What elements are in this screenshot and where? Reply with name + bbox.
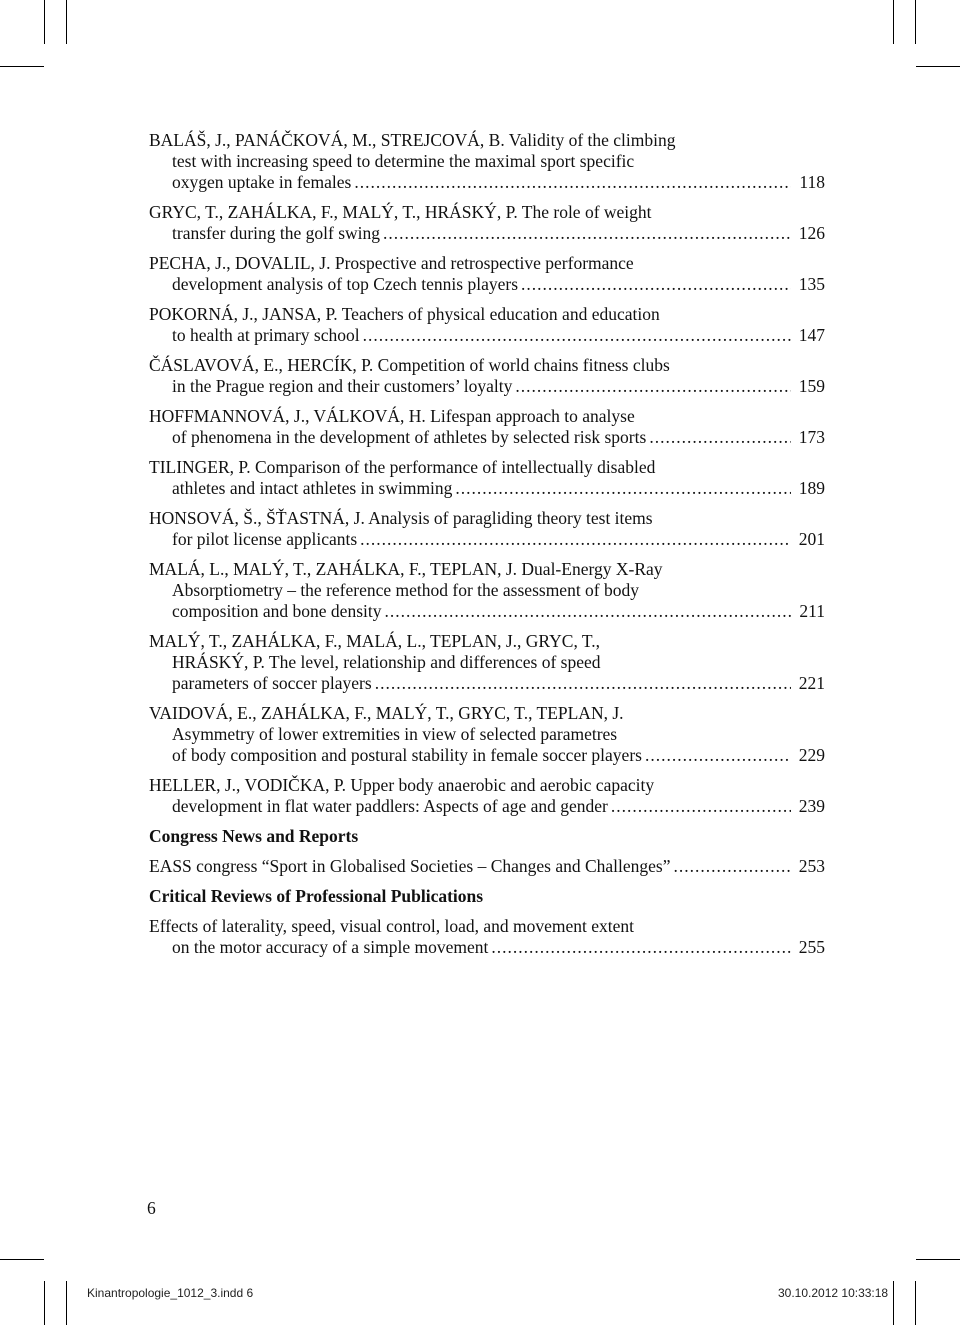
- toc-entry: [149, 457, 825, 499]
- toc-entry-line: Effects of laterality, speed, visual control, load, and movement extent: [149, 916, 634, 936]
- toc-entry: [149, 508, 825, 550]
- section-heading-reviews: Critical Reviews of Professional Publications: [149, 886, 484, 906]
- dot-leader: [645, 745, 791, 766]
- toc-entry-line: MALÁ, L., MALÝ, T., ZAHÁLKA, F., TEPLAN, J. Dual-Energy X-Ray: [149, 559, 663, 579]
- toc-page-number: 229: [798, 745, 825, 765]
- toc-entry-line: BALÁŠ, J., PANÁČKOVÁ, M., STREJCOVÁ, B. Validity of the climbing: [149, 130, 676, 150]
- toc-page-number: 239: [798, 796, 825, 816]
- toc-page-number: 211: [799, 601, 825, 621]
- toc-entry-text: EASS congress “Sport in Globalised Societies – Changes and Challenges”: [149, 856, 671, 876]
- toc-entry-line: [149, 274, 825, 295]
- toc-page-number: 253: [798, 856, 825, 876]
- crop-mark: [916, 1259, 960, 1260]
- toc-page-number: 135: [798, 274, 825, 294]
- toc-entry-line: MALÝ, T., ZAHÁLKA, F., MALÁ, L., TEPLAN, J., GRYC, T.,: [149, 631, 601, 651]
- toc-page-number: 173: [798, 427, 825, 447]
- dot-leader: [455, 478, 791, 499]
- dot-leader: [383, 223, 791, 244]
- toc-entry-line: Absorptiometry – the reference method for the assessment of body: [172, 580, 640, 600]
- toc-entry-line: [149, 376, 825, 397]
- crop-mark: [893, 0, 894, 44]
- toc-entry: [149, 355, 825, 397]
- toc-entry-line: ČÁSLAVOVÁ, E., HERCÍK, P. Competition of world chains fitness clubs: [149, 355, 670, 375]
- toc-entry-line: [149, 937, 825, 958]
- toc-entry-line: HELLER, J., VODIČKA, P. Upper body anaerobic and aerobic capacity: [149, 775, 655, 795]
- dot-leader: [385, 601, 792, 622]
- toc-entry-text: for pilot license applicants: [172, 529, 358, 549]
- crop-mark: [66, 1281, 67, 1325]
- toc-entry-line: [149, 223, 825, 244]
- toc-entry: [149, 304, 825, 346]
- dot-leader: [611, 796, 791, 817]
- toc-entry: [149, 631, 825, 694]
- toc-entry-line: VAIDOVÁ, E., ZAHÁLKA, F., MALÝ, T., GRYC, T., TEPLAN, J.: [149, 703, 624, 723]
- dot-leader: [674, 856, 791, 877]
- toc-page-number: 147: [798, 325, 825, 345]
- crop-mark: [916, 66, 960, 67]
- toc-entry-text: oxygen uptake in females: [172, 172, 352, 192]
- toc-entry: [149, 916, 825, 958]
- toc-entry-line: [149, 601, 825, 622]
- slug-timestamp: 30.10.2012 10:33:18: [778, 1286, 889, 1300]
- toc-entry-line: Asymmetry of lower extremities in view of selected parametres: [172, 724, 618, 744]
- dot-leader: [375, 673, 791, 694]
- toc-page-number: 201: [798, 529, 825, 549]
- toc-entry: [149, 202, 825, 244]
- toc-page-number: 189: [798, 478, 825, 498]
- toc-entry-text: in the Prague region and their customers’ loyalty: [172, 376, 513, 396]
- toc-entry-text: transfer during the golf swing: [172, 223, 381, 243]
- dot-leader: [649, 427, 791, 448]
- table-of-contents: [149, 130, 825, 967]
- dot-leader: [521, 274, 791, 295]
- toc-page-number: 221: [798, 673, 825, 693]
- toc-entry-text: of body composition and postural stability in female soccer players: [172, 745, 642, 765]
- page-number: 6: [147, 1198, 156, 1218]
- toc-entries: [149, 130, 825, 817]
- toc-page-number: 159: [798, 376, 825, 396]
- toc-page-number: 126: [798, 223, 825, 243]
- toc-page-number: 255: [798, 937, 825, 957]
- toc-entry-text: to health at primary school: [172, 325, 360, 345]
- section-heading-congress: Congress News and Reports: [149, 826, 359, 846]
- crop-mark: [915, 0, 916, 44]
- dot-leader: [515, 376, 791, 397]
- reviews-entries: [149, 916, 825, 958]
- toc-entry-line: [149, 529, 825, 550]
- toc-entry: [149, 703, 825, 766]
- crop-mark: [0, 1259, 44, 1260]
- dot-leader: [360, 529, 791, 550]
- toc-entry-line: [149, 673, 825, 694]
- toc-entry-line: TILINGER, P. Comparison of the performance of intellectually disabled: [149, 457, 656, 477]
- toc-entry-line: [149, 325, 825, 346]
- toc-entry-line: GRYC, T., ZAHÁLKA, F., MALÝ, T., HRÁSKÝ, P. The role of weight: [149, 202, 652, 222]
- toc-entry-line: HOFFMANNOVÁ, J., VÁLKOVÁ, H. Lifespan approach to analyse: [149, 406, 635, 426]
- slug-filename: Kinantropologie_1012_3.indd 6: [87, 1286, 254, 1300]
- crop-mark: [893, 1281, 894, 1325]
- toc-entry-line: [149, 478, 825, 499]
- toc-entry-text: on the motor accuracy of a simple movement: [172, 937, 489, 957]
- toc-entry: [149, 856, 825, 877]
- toc-entry-line: [149, 172, 825, 193]
- crop-mark: [44, 0, 45, 44]
- toc-entry-text: development in flat water paddlers: Aspects of age and gender: [172, 796, 608, 816]
- dot-leader: [363, 325, 791, 346]
- congress-entries: [149, 856, 825, 877]
- toc-entry-line: HONSOVÁ, Š., ŠŤASTNÁ, J. Analysis of paragliding theory test items: [149, 508, 653, 528]
- dot-leader: [491, 937, 791, 958]
- toc-entry-line: POKORNÁ, J., JANSA, P. Teachers of physical education and education: [149, 304, 660, 324]
- toc-entry-text: composition and bone density: [172, 601, 382, 621]
- toc-entry-text: athletes and intact athletes in swimming: [172, 478, 453, 498]
- toc-entry: [149, 406, 825, 448]
- toc-entry: [149, 130, 825, 193]
- toc-entry-line: [149, 427, 825, 448]
- toc-entry-line: [149, 796, 825, 817]
- toc-entry-line: [149, 856, 825, 877]
- toc-page-number: 118: [799, 172, 825, 192]
- dot-leader: [354, 172, 791, 193]
- toc-entry-line: PECHA, J., DOVALIL, J. Prospective and retrospective performance: [149, 253, 634, 273]
- toc-entry: [149, 253, 825, 295]
- crop-mark: [66, 0, 67, 44]
- crop-mark: [0, 66, 44, 67]
- toc-entry-line: HRÁSKÝ, P. The level, relationship and differences of speed: [172, 652, 601, 672]
- crop-mark: [44, 1281, 45, 1325]
- toc-entry-line: test with increasing speed to determine the maximal sport specific: [172, 151, 635, 171]
- toc-entry-text: development analysis of top Czech tennis players: [172, 274, 519, 294]
- toc-entry-line: [149, 745, 825, 766]
- toc-entry-text: parameters of soccer players: [172, 673, 372, 693]
- toc-entry-text: of phenomena in the development of athletes by selected risk sports: [172, 427, 647, 447]
- crop-mark: [915, 1281, 916, 1325]
- toc-entry: [149, 775, 825, 817]
- toc-entry: [149, 559, 825, 622]
